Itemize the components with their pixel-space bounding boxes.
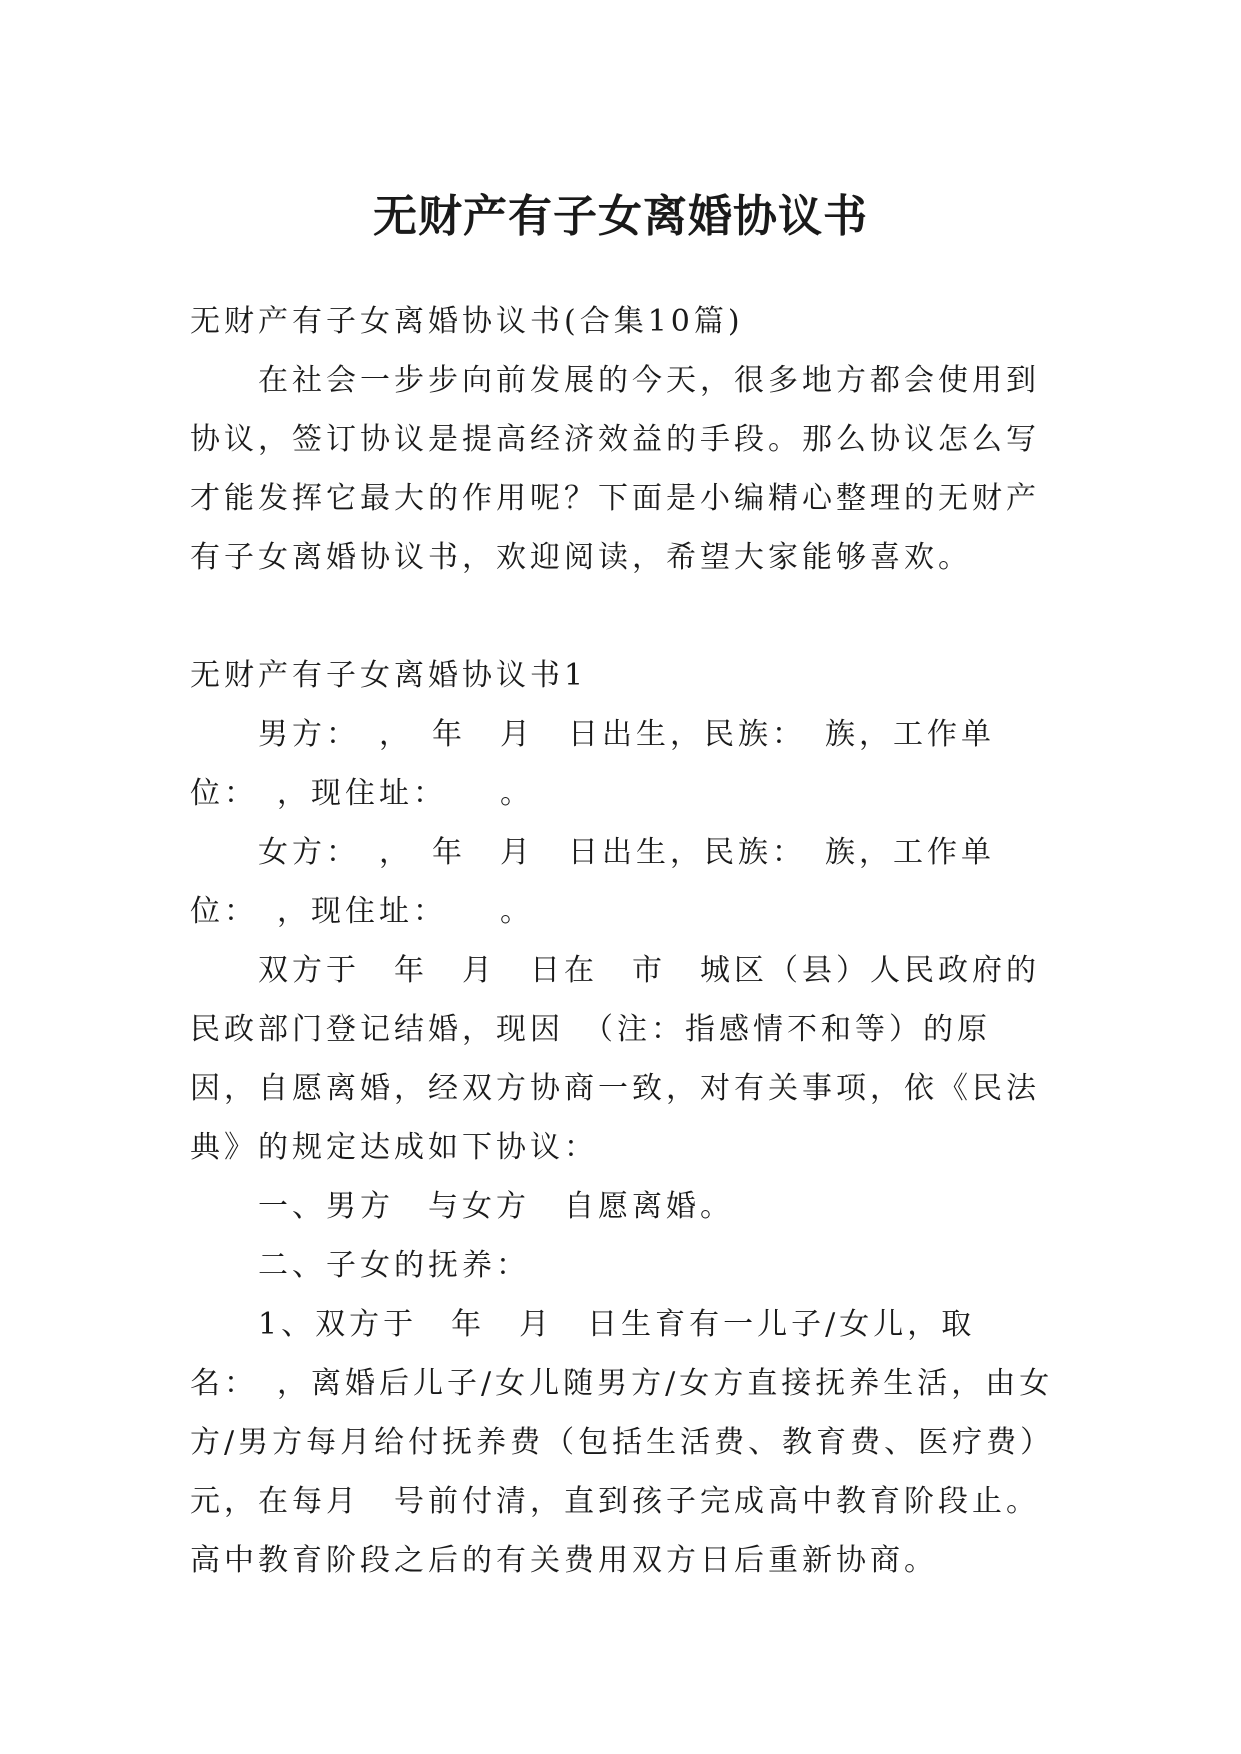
marriage-statement-paragraph: 双方于 年 月 日在 市 城区（县）人民政府的民政部门登记结婚，现因 （注：指感情不和等）的原因，自愿离婚，经双方协商一致，对有关事项，依《民法典》的规定达成如下协议： [190,953,1040,1165]
clause-two: 二、子女的抚养： [258,1248,530,1283]
intro-paragraph: 在社会一步步向前发展的今天，很多地方都会使用到协议，签订协议是提高经济效益的手段。那么协议怎么写才能发挥它最大的作用呢？下面是小编精心整理的无财产有子女离婚协议书，欢迎阅读，希望大家能够喜欢。 [190,363,1040,575]
clause-two-item-1: 1、双方于 年 月 日生育有一儿子/女儿，取名： ，离婚后儿子/女儿随男方/女方直接抚养生活，由女方/男方每月给付抚养费（包括生活费、教育费、医疗费） 元，在每月 号前付清，直到孩子完成高中教育阶段止。高中教育阶段之后的有关费用双方日后重新协商。 [190,1307,1074,1578]
female-party-paragraph: 女方： ， 年 月 日出生，民族： 族，工作单位： ，现住址： 。 [190,835,995,929]
document-body [190,292,1074,1590]
document-title: 无财产有子女离婚协议书 [373,191,868,243]
male-party-paragraph: 男方： ， 年 月 日出生，民族： 族，工作单位： ，现住址： 。 [190,717,995,811]
section-heading: 无财产有子女离婚协议书1 [190,658,588,693]
clause-one: 一、男方 与女方 自愿离婚。 [258,1189,734,1224]
collection-heading: 无财产有子女离婚协议书(合集10篇) [190,304,744,339]
